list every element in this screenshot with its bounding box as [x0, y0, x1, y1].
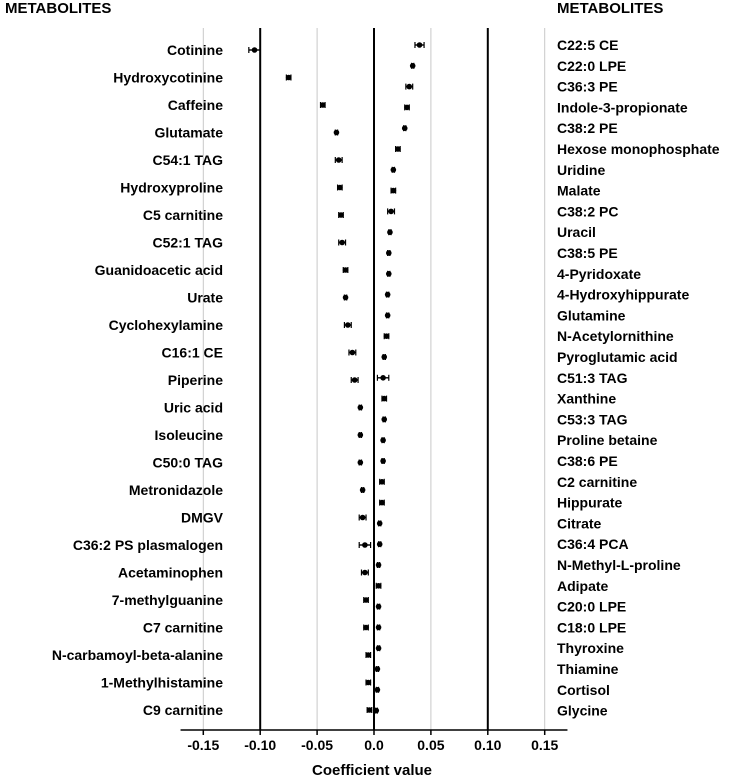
- positive-point: [379, 500, 385, 506]
- negative-point: [338, 212, 344, 218]
- negative-label: 1-Methylhistamine: [100, 674, 223, 691]
- positive-point: [376, 604, 382, 610]
- x-tick-label: -0.05: [301, 737, 334, 753]
- positive-label: Glycine: [557, 702, 608, 719]
- negative-label: C50:0 TAG: [152, 454, 223, 471]
- x-tick-label: 0.15: [531, 737, 559, 753]
- positive-label: Adipate: [557, 577, 609, 594]
- negative-point: [334, 130, 340, 136]
- positive-label: 4-Hydroxyhippurate: [557, 286, 690, 303]
- x-tick-label: 0.0: [364, 737, 384, 753]
- positive-label: Hexose monophosphate: [557, 141, 720, 157]
- positive-label: Malate: [557, 182, 601, 199]
- negative-label: C5 carnitine: [142, 207, 223, 223]
- positive-point: [391, 188, 397, 194]
- positive-label: Pyroglutamic acid: [557, 349, 678, 365]
- positive-label: Thyroxine: [557, 640, 624, 657]
- negative-label: Hydroxyproline: [120, 179, 223, 196]
- positive-point: [376, 645, 382, 651]
- positive-series: [373, 37, 719, 719]
- negative-point: [363, 625, 369, 631]
- positive-point: [385, 313, 391, 319]
- negative-point: [366, 680, 372, 686]
- negative-point: [350, 350, 356, 356]
- positive-point: [404, 105, 410, 111]
- negative-label: C54:1 TAG: [152, 152, 223, 168]
- positive-label: 4-Pyridoxate: [557, 265, 642, 282]
- negative-point: [252, 47, 258, 53]
- negative-label: Cyclohexylamine: [108, 317, 223, 333]
- negative-label: Piperine: [167, 372, 223, 388]
- negative-point: [358, 460, 364, 466]
- positive-label: C36:3 PE: [557, 78, 618, 95]
- x-tick-label: -0.10: [244, 737, 277, 753]
- positive-point: [376, 583, 382, 589]
- negative-label: N-carbamoyl-beta-alanine: [51, 647, 223, 663]
- negative-point: [286, 75, 292, 81]
- positive-point: [386, 271, 392, 277]
- negative-point: [320, 102, 326, 108]
- positive-point: [380, 375, 386, 381]
- positive-label: C22:5 CE: [557, 37, 619, 53]
- positive-label: C38:2 PE: [557, 120, 618, 137]
- positive-point: [384, 333, 390, 339]
- negative-label: DMGV: [181, 509, 223, 526]
- positive-label: Indole-3-propionate: [557, 99, 688, 116]
- positive-point: [395, 146, 401, 152]
- positive-label: C38:5 PE: [557, 245, 618, 261]
- positive-point: [376, 562, 382, 568]
- positive-point: [381, 396, 387, 402]
- negative-point: [362, 542, 368, 548]
- positive-label: Hippurate: [557, 494, 623, 511]
- positive-label: C22:0 LPE: [557, 57, 627, 74]
- x-tick-label: -0.15: [187, 737, 220, 753]
- positive-point: [375, 666, 381, 672]
- positive-label: C53:3 TAG: [557, 411, 628, 428]
- positive-label: Cortisol: [557, 681, 610, 698]
- positive-point: [386, 250, 392, 256]
- positive-point: [410, 63, 416, 69]
- positive-label: Citrate: [557, 515, 602, 532]
- negative-label: Hydroxycotinine: [113, 69, 223, 86]
- negative-label: Uric acid: [163, 399, 223, 416]
- positive-point: [380, 458, 386, 464]
- negative-label: C9 carnitine: [142, 702, 223, 718]
- negative-label: Metronidazole: [128, 482, 223, 498]
- positive-label: Uracil: [557, 224, 596, 241]
- positive-label: C38:6 PE: [557, 453, 618, 469]
- positive-point: [377, 541, 383, 547]
- positive-point: [375, 687, 381, 693]
- negative-label: Acetaminophen: [117, 564, 223, 581]
- negative-point: [360, 515, 366, 521]
- x-axis: [181, 730, 568, 753]
- negative-label: 7-methylguanine: [111, 592, 223, 608]
- x-axis-title: Coefficient value: [311, 762, 433, 779]
- negative-point: [366, 652, 372, 658]
- positive-point: [406, 84, 412, 90]
- positive-point: [385, 292, 391, 298]
- negative-point: [363, 597, 369, 603]
- negative-series: [52, 42, 372, 718]
- positive-point: [387, 229, 393, 235]
- positive-point: [377, 521, 383, 527]
- right-header: METABOLITES: [557, 0, 664, 17]
- positive-point: [391, 167, 397, 173]
- negative-point: [362, 570, 368, 576]
- x-tick-label: 0.05: [417, 737, 445, 753]
- positive-label: Uridine: [557, 161, 606, 178]
- positive-label: C38:2 PC: [557, 203, 619, 220]
- positive-label: C51:3 TAG: [557, 369, 628, 386]
- positive-label: Glutamine: [557, 307, 626, 324]
- negative-label: Urate: [187, 289, 223, 306]
- positive-point: [379, 479, 385, 485]
- positive-label: C2 carnitine: [557, 473, 638, 490]
- negative-point: [345, 322, 351, 328]
- positive-point: [381, 417, 387, 423]
- negative-point: [358, 432, 364, 438]
- negative-point: [336, 157, 342, 163]
- positive-label: Thiamine: [557, 661, 619, 677]
- positive-point: [381, 354, 387, 360]
- negative-point: [339, 240, 345, 246]
- negative-point: [343, 295, 349, 301]
- positive-point: [376, 625, 382, 631]
- positive-label: Xanthine: [557, 390, 617, 407]
- negative-point: [343, 267, 349, 273]
- positive-label: N-Methyl-L-proline: [557, 557, 681, 573]
- negative-point: [360, 487, 366, 493]
- negative-label: Cotinine: [167, 42, 223, 58]
- negative-label: C16:1 CE: [161, 344, 223, 361]
- positive-label: C18:0 LPE: [557, 619, 627, 636]
- negative-label: Isoleucine: [154, 427, 223, 443]
- positive-point: [388, 209, 394, 215]
- negative-point: [367, 707, 373, 713]
- left-header: METABOLITES: [5, 0, 112, 17]
- negative-label: Caffeine: [167, 97, 223, 113]
- negative-label: Guanidoacetic acid: [94, 262, 223, 278]
- negative-point: [352, 377, 358, 383]
- negative-point: [358, 405, 364, 411]
- negative-label: C52:1 TAG: [152, 234, 223, 251]
- positive-point: [417, 42, 423, 48]
- reference-lines: [260, 28, 488, 730]
- positive-point: [380, 437, 386, 443]
- positive-point: [373, 708, 379, 714]
- positive-label: Proline betaine: [557, 432, 658, 449]
- positive-label: C36:4 PCA: [557, 536, 629, 553]
- positive-label: N-Acetylornithine: [557, 328, 674, 345]
- positive-point: [402, 125, 408, 131]
- positive-label: C20:0 LPE: [557, 598, 627, 615]
- negative-point: [337, 185, 343, 191]
- negative-label: C36:2 PS plasmalogen: [72, 537, 223, 553]
- negative-label: C7 carnitine: [142, 619, 223, 636]
- negative-label: Glutamate: [154, 124, 223, 141]
- x-tick-label: 0.10: [474, 737, 502, 753]
